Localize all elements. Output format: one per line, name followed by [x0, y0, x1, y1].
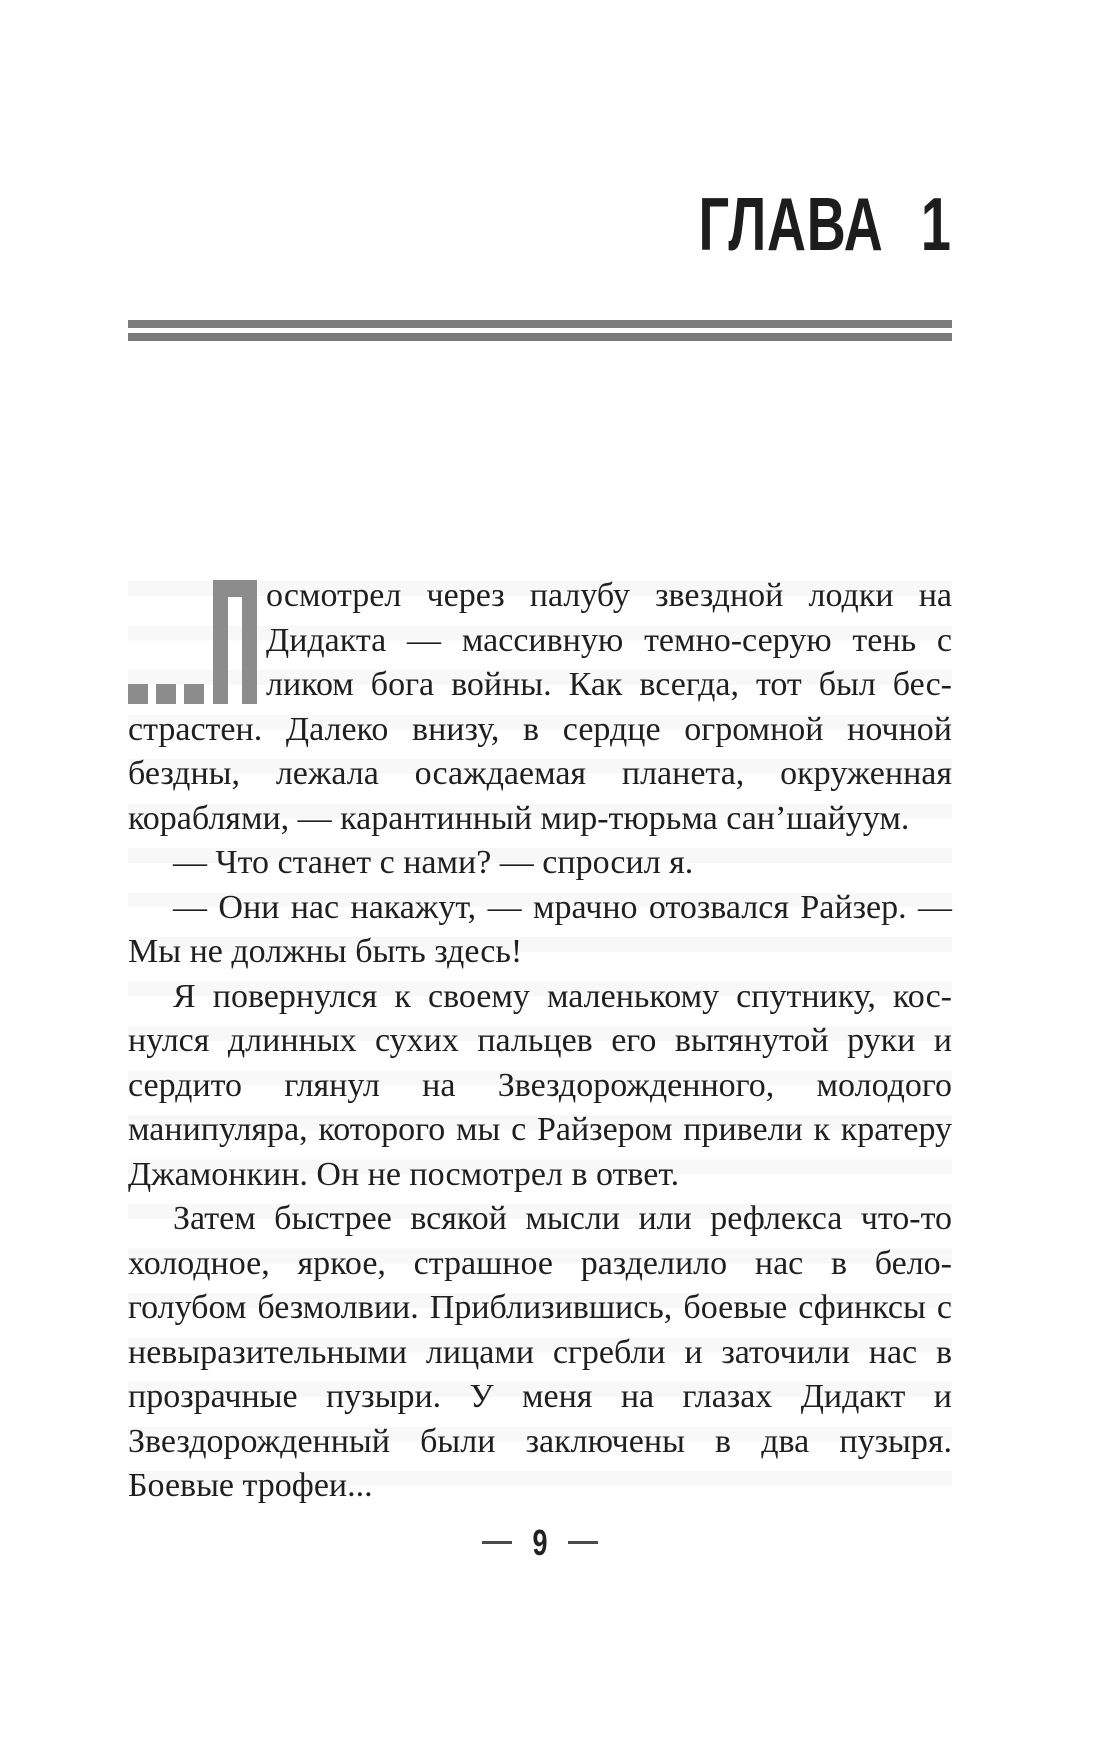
drop-cap-ornament — [128, 574, 266, 704]
footer-dash-left — [482, 1541, 512, 1544]
paragraph-1 — [128, 574, 952, 841]
chapter-heading-text: ГЛАВА 1 — [698, 182, 952, 266]
chapter-body — [128, 574, 952, 1509]
paragraph-4: Я повернулся к своему маленькому спутнику, коснулся длинных сухих пальцев его вытянутой руки и сердито глянул на Звездорожденного, молодого манипуляра, которого мы с Райзером привели к кратеру Джамонкин. Он не посмотрел в ответ. — [128, 977, 952, 1193]
ornament-square-3 — [184, 684, 204, 704]
paragraph-3: — Они нас накажут, — мрачно отозвался Райзер. — Мы не должны быть здесь! — [128, 888, 952, 970]
ornament-square-2 — [156, 684, 176, 704]
divider-bar-bottom — [128, 333, 952, 341]
divider-bar-top — [128, 320, 952, 328]
paragraph-2: — Что станет с нами? — спросил я. — [173, 844, 694, 881]
chapter-heading — [128, 182, 952, 266]
paragraph-5: Затем быстрее всякой мысли или рефлекса что-то холодное, яркое, страшное разделило нас в бело-голубом безмолвии. Приблизившись, боевые сфинксы с невыразительными лицами сгребли и заточили нас в прозрачные пузыри. У меня на глазах Дидакт и Звездорожденный были заключены в два пузыря. Боевые трофеи... — [128, 1200, 952, 1504]
footer-dash-right — [568, 1541, 598, 1544]
drop-cap-letter — [266, 574, 267, 575]
ornament-square-1 — [128, 684, 148, 704]
drop-cap-letter-shape — [213, 580, 257, 704]
chapter-divider-rule — [128, 320, 952, 341]
page-footer — [128, 1521, 952, 1563]
paragraph-1-text: осмотрел через палубу звездной лодки на Дидакта — массивную темно-серую тень с ликом бога войны. Как всегда, тот был бесстрастен. Далеко внизу, в сердце огромной ночной бездны, лежала осаждаемая планета, окруженная кораблями, — карантинный мир-тюрьма сан’шайуум. — [128, 577, 952, 837]
page-number: 9 — [532, 1521, 548, 1563]
